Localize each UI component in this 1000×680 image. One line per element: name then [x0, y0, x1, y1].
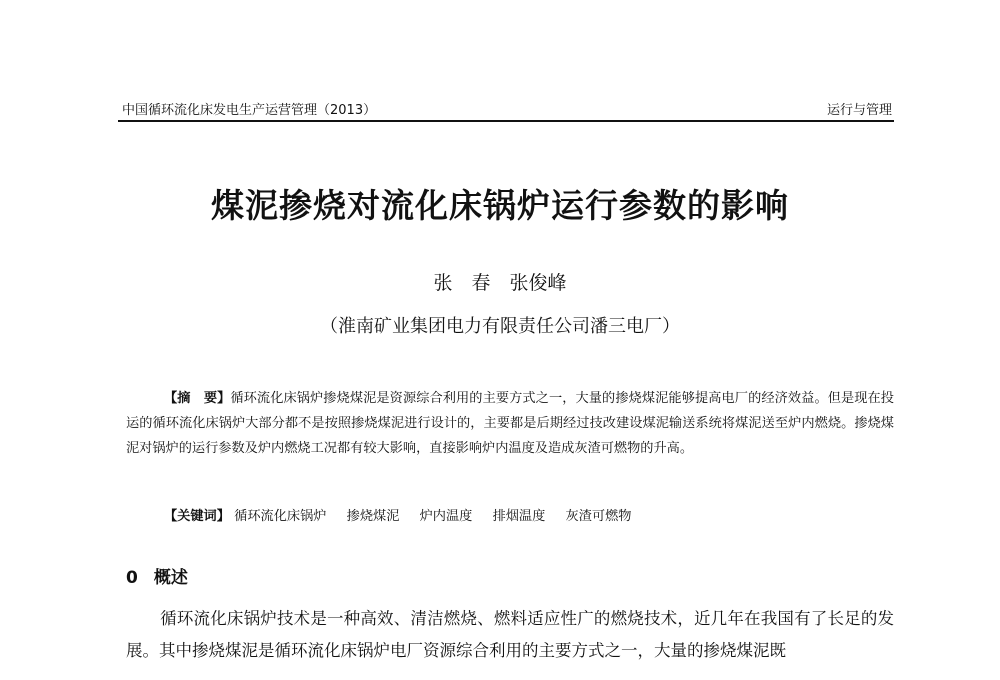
- keyword: 排烟温度: [492, 509, 546, 524]
- keyword: 炉内温度: [419, 509, 473, 524]
- section-category: 运行与管理: [826, 103, 892, 118]
- keyword: 掺烧煤泥: [346, 509, 400, 524]
- affiliation: （淮南矿业集团电力有限责任公司潘三电厂）: [320, 316, 680, 337]
- keyword: 灰渣可燃物: [565, 509, 632, 524]
- abstract-label: 【摘 要】: [164, 391, 231, 406]
- body-paragraph: [126, 603, 894, 667]
- keywords: [164, 504, 894, 529]
- section-heading: [126, 563, 188, 588]
- journal-name: 中国循环流化床发电生产运营管理（2013）: [122, 103, 377, 118]
- running-header: [118, 96, 894, 122]
- section-title: 概述: [153, 568, 188, 588]
- keywords-label: 【关键词】: [164, 509, 230, 524]
- keyword: 循环流化床锅炉: [234, 509, 327, 524]
- authors: 张 春 张俊峰: [433, 272, 567, 294]
- section-number: 0: [126, 568, 138, 588]
- body-text: 循环流化床锅炉技术是一种高效、清洁燃烧、燃料适应性广的燃烧技术，近几年在我国有了长足的发展。其中掺烧煤泥是循环流化床锅炉电厂资源综合利用的主要方式之一，大量的掺烧煤泥既: [126, 609, 894, 660]
- abstract: [126, 386, 894, 461]
- abstract-text: 循环流化床锅炉掺烧煤泥是资源综合利用的主要方式之一，大量的掺烧煤泥能够提高电厂的经济效益。但是现在投运的循环流化床锅炉大部分都不是按照掺烧煤泥进行设计的，主要都是后期经过技改建设煤泥输送系统将煤泥送至炉内燃烧。掺烧煤泥对锅炉的运行参数及炉内燃烧工况都有较大影响，直接影响炉内温度及造成灰渣可燃物的升高。: [126, 391, 894, 456]
- paper-title: 煤泥掺烧对流化床锅炉运行参数的影响: [211, 186, 789, 225]
